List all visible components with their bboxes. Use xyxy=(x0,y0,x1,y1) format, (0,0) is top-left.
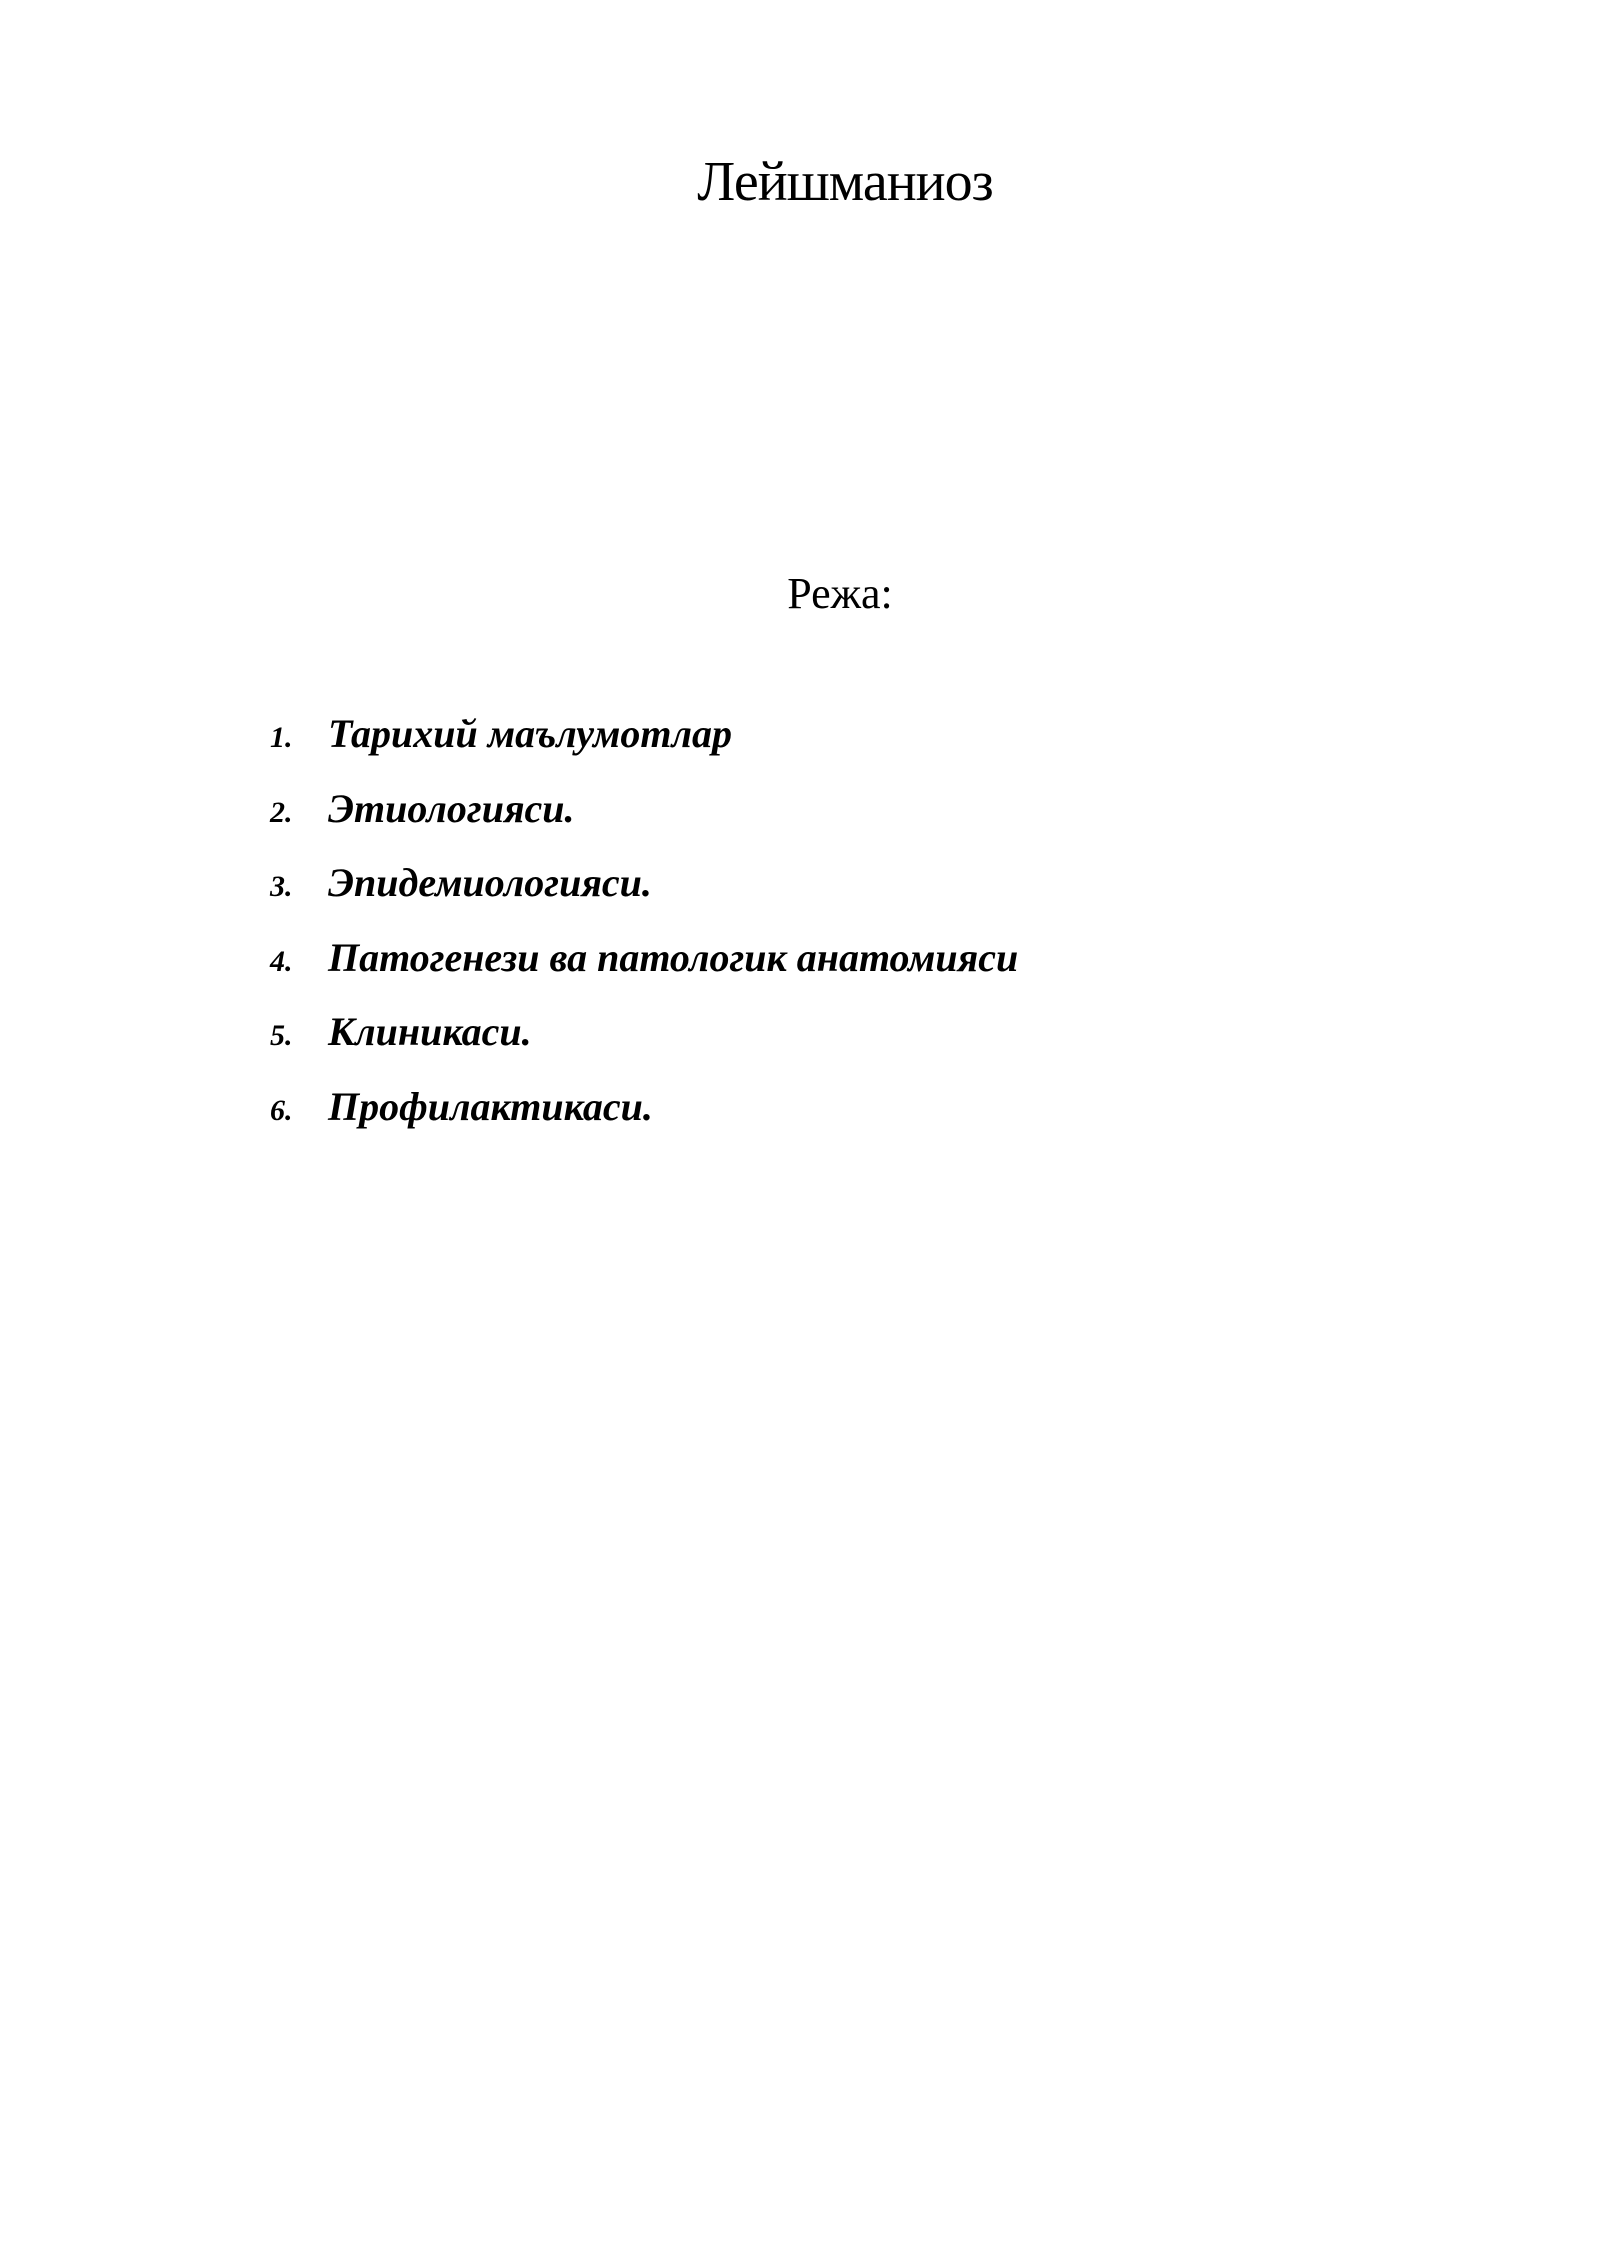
plan-item-epidemiology xyxy=(270,859,1018,934)
plan-item-number: 5. xyxy=(270,1019,293,1052)
plan-list xyxy=(270,710,1018,1157)
plan-item-text: Клиникаси. xyxy=(328,1009,532,1054)
plan-item-history xyxy=(270,710,1018,785)
plan-item-text: Этиологияси. xyxy=(328,785,575,831)
plan-item-number: 3. xyxy=(270,870,293,903)
plan-item-number: 6. xyxy=(270,1093,293,1127)
plan-item-etiology xyxy=(270,785,1018,860)
plan-item-clinic xyxy=(270,1008,1018,1083)
plan-item-text: Эпидемиологияси. xyxy=(328,860,652,905)
document-title: Лейшманиоз xyxy=(697,151,993,213)
plan-item-number: 4. xyxy=(270,944,293,978)
plan-item-text: Тарихий маълумотлар xyxy=(328,711,733,756)
plan-item-text: Патогенези ва патологик анатомияси xyxy=(328,934,1019,980)
plan-heading: Режа: xyxy=(787,569,893,618)
plan-item-prevention xyxy=(270,1083,1018,1158)
plan-item-pathogenesis xyxy=(270,934,1018,1009)
plan-item-number: 2. xyxy=(270,795,293,829)
plan-item-number: 1. xyxy=(270,721,293,754)
plan-item-text: Профилактикаси. xyxy=(328,1083,653,1129)
